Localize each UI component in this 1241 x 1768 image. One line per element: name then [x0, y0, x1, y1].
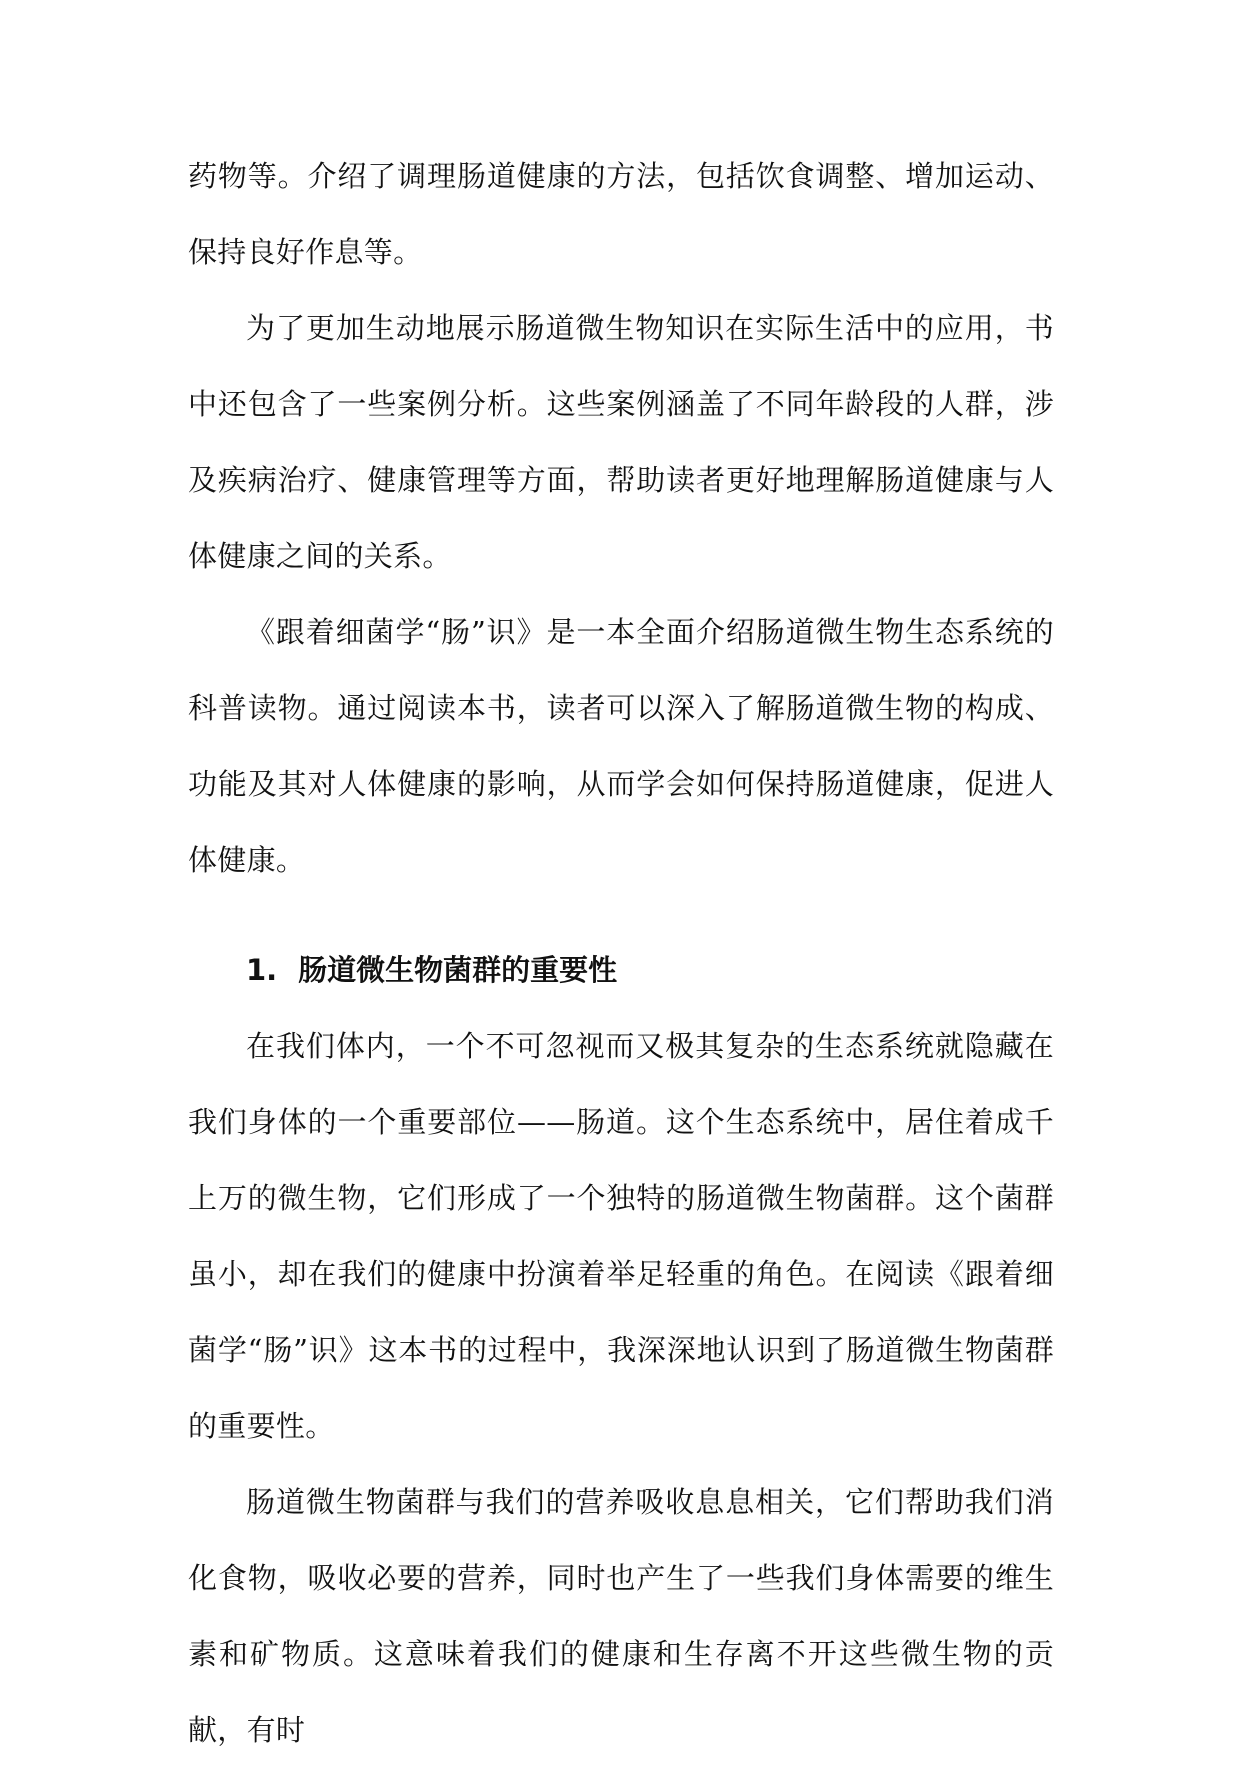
paragraph-continuation: 药物等。介绍了调理肠道健康的方法，包括饮食调整、增加运动、保持良好作息等。 [188, 159, 1054, 269]
document-body [188, 138, 1054, 1768]
section-title: 肠道微生物菌群的重要性 [298, 953, 618, 987]
paragraph-microbiome-intro: 在我们体内，一个不可忽视而又极其复杂的生态系统就隐藏在我们身体的一个重要部位——肠道。这个生态系统中，居住着成千上万的微生物，它们形成了一个独特的肠道微生物菌群。这个菌群虽小，却在我们的健康中扮演着举足轻重的角色。在阅读《跟着细菌学“肠”识》这本书的过程中，我深深地认识到了肠道微生物菌群的重要性。 [188, 1029, 1054, 1443]
paragraph-book-summary: 《跟着细菌学“肠”识》是一本全面介绍肠道微生物生态系统的科普读物。通过阅读本书，读者可以深入了解肠道微生物的构成、功能及其对人体健康的影响，从而学会如何保持肠道健康，促进人体健康。 [188, 615, 1054, 877]
section-heading [188, 932, 1054, 1008]
paragraph-nutrition: 肠道微生物菌群与我们的营养吸收息息相关，它们帮助我们消化食物，吸收必要的营养，同时也产生了一些我们身体需要的维生素和矿物质。这意味着我们的健康和生存离不开这些微生物的贡献，有时 [188, 1485, 1054, 1747]
section-number: 1. [246, 953, 278, 987]
paragraph-case-analysis: 为了更加生动地展示肠道微生物知识在实际生活中的应用，书中还包含了一些案例分析。这些案例涵盖了不同年龄段的人群，涉及疾病治疗、健康管理等方面，帮助读者更好地理解肠道健康与人体健康之间的关系。 [188, 311, 1054, 573]
